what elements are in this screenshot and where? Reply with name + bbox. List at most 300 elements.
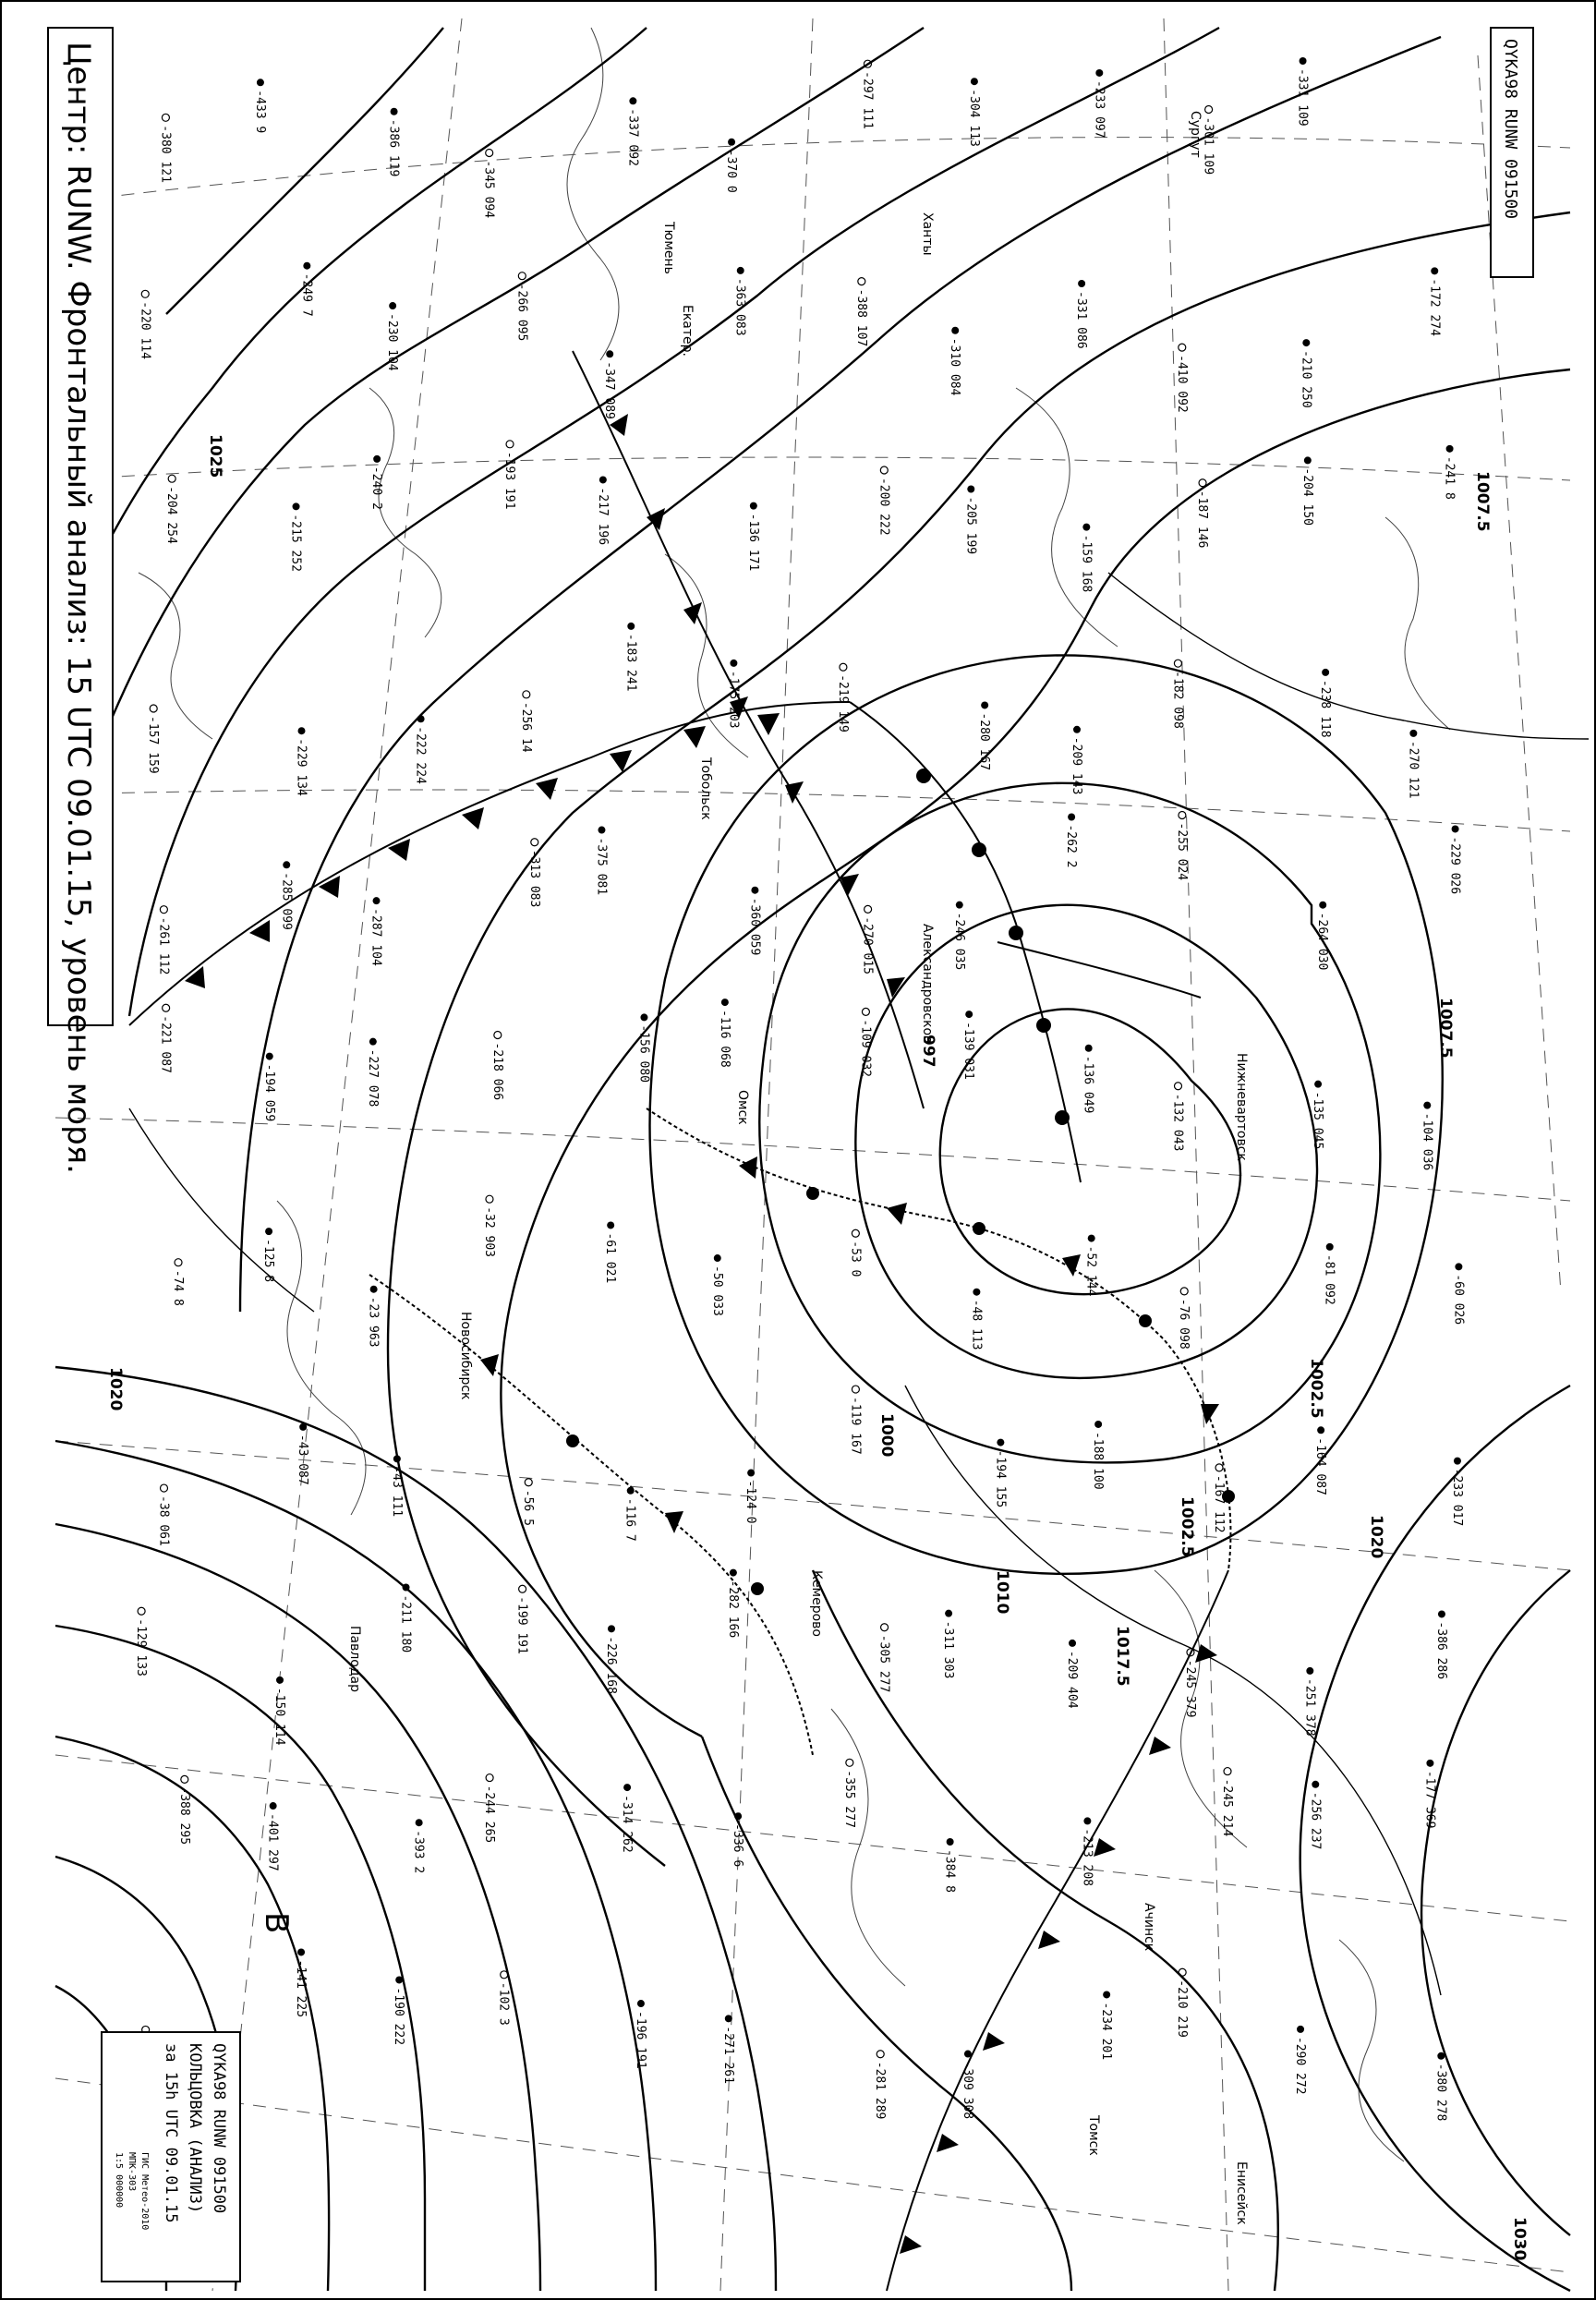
station-plot [634, 2000, 647, 2069]
station-plot [969, 1289, 983, 1350]
footer-meta3: 1:5 000000 [114, 2152, 124, 2209]
station-value: -219 149 [835, 674, 850, 732]
station-marker [714, 1254, 721, 1262]
station-value: -129 133 [134, 1618, 149, 1677]
station-plot [390, 1455, 404, 1517]
station-plot [519, 691, 533, 753]
station-marker [965, 1011, 973, 1018]
station-marker [751, 887, 758, 894]
station-marker [373, 897, 381, 904]
footer-line2: КОЛЬЦОВКА (АНАЛИЗ) [186, 2043, 204, 2214]
station-marker [1438, 1610, 1445, 1617]
station-value: -204 254 [164, 486, 179, 544]
station-plot [1427, 267, 1441, 336]
station-marker [501, 1971, 508, 1979]
station-value: -227 078 [365, 1048, 380, 1108]
station-plot [134, 1607, 148, 1677]
station-plot [721, 2015, 735, 2084]
station-plot [977, 701, 991, 770]
station-value: -116 068 [717, 1010, 732, 1068]
station-value: -256 14 [518, 701, 533, 753]
station-plot [369, 897, 383, 966]
station-marker [369, 1038, 377, 1046]
station-value: -48 113 [969, 1299, 984, 1350]
station-value: -124 0 [744, 1480, 758, 1524]
station-marker [862, 1008, 869, 1015]
city-label: Ханты [920, 212, 935, 256]
station-plot [1323, 1243, 1336, 1305]
station-marker [1319, 902, 1326, 909]
station-value: -43 111 [389, 1466, 404, 1518]
geography-lines [139, 28, 1450, 2161]
station-marker [964, 2051, 972, 2058]
station-value: -251 378 [1302, 1677, 1317, 1737]
station-marker [734, 1812, 742, 1820]
station-value: -297 111 [860, 71, 875, 129]
station-value: -309 308 [960, 2061, 974, 2120]
station-value: -205 199 [963, 496, 978, 555]
station-marker [971, 78, 978, 85]
station-marker [846, 1759, 853, 1766]
isobar-value-label: 1020 [1367, 1515, 1385, 1559]
station-plot [1296, 57, 1310, 127]
station-marker [1174, 660, 1181, 667]
station-plot [387, 108, 401, 177]
station-marker [598, 827, 605, 834]
station-plot [1065, 1640, 1079, 1709]
station-marker [606, 350, 613, 357]
station-plot [289, 502, 303, 572]
station-plot [253, 79, 267, 133]
isobar-value-label: 1025 [206, 434, 224, 478]
station-plot [1422, 1760, 1436, 1829]
station-value: -380 121 [158, 125, 173, 183]
station-value: -159 168 [1079, 534, 1094, 593]
front-west [573, 351, 924, 1108]
station-value: -310 084 [948, 337, 962, 396]
station-marker [1073, 726, 1081, 733]
station-marker [629, 97, 636, 104]
station-plot [603, 1221, 617, 1283]
footer-meta1: ГИС Метео-2010 [139, 2152, 150, 2231]
isobar-value-label: 1020 [106, 1367, 125, 1411]
station-plot [261, 1228, 275, 1282]
station-value: -209 143 [1070, 736, 1084, 795]
station-marker [1314, 1081, 1322, 1088]
station-plot [726, 1569, 740, 1639]
station-marker [997, 1439, 1004, 1447]
station-value: -246 035 [951, 912, 966, 971]
station-plot [527, 839, 541, 908]
station-plot [521, 1479, 535, 1526]
station-marker [1306, 1667, 1313, 1675]
station-marker [1095, 69, 1103, 77]
station-value: -401 297 [265, 1813, 280, 1871]
high-pressure-symbol: В [258, 1912, 295, 1934]
station-marker [299, 1423, 307, 1431]
station-plot [159, 1004, 173, 1073]
city-label: Нижневартовск [1234, 1053, 1249, 1161]
city-label: Омск [735, 1090, 750, 1125]
station-marker [518, 272, 526, 280]
station-value: -280 167 [977, 712, 992, 771]
station-value: -132 043 [1170, 1093, 1185, 1152]
station-value: -119 167 [848, 1397, 863, 1455]
station-plot [294, 1948, 308, 2017]
station-value: -245 214 [1220, 1778, 1235, 1837]
station-plot [1170, 660, 1184, 729]
station-marker [525, 1479, 532, 1486]
station-plot [941, 1610, 955, 1679]
station-marker [973, 1289, 980, 1296]
station-value: -125 8 [261, 1239, 276, 1283]
station-plot [636, 1013, 650, 1083]
cold-front [129, 702, 850, 1025]
station-value: -229 026 [1447, 836, 1462, 895]
city-label: Кемерово [809, 1570, 824, 1637]
station-marker [737, 267, 744, 274]
station-plot [744, 1470, 757, 1524]
station-plot [296, 1423, 309, 1485]
station-plot [1080, 1817, 1094, 1886]
station-plot [1443, 445, 1457, 500]
station-marker [951, 327, 959, 334]
station-marker [1179, 812, 1186, 819]
station-plot [1406, 730, 1420, 799]
station-value: -109 032 [858, 1019, 873, 1077]
station-value: -261 112 [156, 916, 171, 975]
station-value: -244 265 [482, 1785, 497, 1844]
station-plot [963, 485, 977, 554]
station-marker [1068, 813, 1075, 820]
station-value: -38 061 [156, 1495, 171, 1546]
station-value: -270 015 [860, 916, 875, 974]
station-plot [594, 827, 608, 896]
station-value: -230 104 [385, 313, 400, 371]
station-plot [1171, 1083, 1185, 1152]
footer-line1: QYKA98 RUNW 091500 [210, 2043, 228, 2214]
station-marker [880, 466, 888, 474]
station-plot [1084, 1235, 1098, 1297]
station-marker [395, 1976, 403, 1983]
station-plot [961, 2051, 974, 2120]
station-marker [162, 114, 169, 121]
station-plot [1308, 1781, 1322, 1850]
station-value: -233 017 [1449, 1468, 1464, 1527]
station-value: -331 109 [1295, 68, 1310, 127]
station-plot [1099, 1991, 1113, 2060]
station-value: -53 0 [848, 1241, 863, 1277]
station-plot [1433, 2052, 1447, 2122]
station-value: -355 277 [841, 1770, 856, 1828]
station-plot [1299, 339, 1312, 408]
station-marker [1175, 1083, 1182, 1090]
station-marker [1224, 1768, 1231, 1775]
station-value: -183 241 [623, 633, 638, 692]
cold-front-south [887, 1570, 1228, 2291]
station-value: -213 208 [1080, 1828, 1094, 1887]
station-plot [295, 727, 308, 796]
station-marker [531, 839, 538, 846]
station-plot [366, 1038, 380, 1108]
station-plot [1074, 280, 1088, 349]
station-marker [730, 1569, 737, 1577]
station-plot [1082, 1045, 1095, 1114]
station-value: -193 191 [502, 451, 517, 510]
station-plot [1177, 1288, 1191, 1350]
station-value: -135 045 [1311, 1091, 1325, 1150]
station-value: -384 8 [942, 1848, 957, 1893]
station-marker [947, 1838, 954, 1846]
station-plot [602, 350, 616, 419]
station-plot [1450, 1458, 1464, 1527]
station-plot [385, 302, 399, 371]
station-value: -433 9 [252, 90, 267, 134]
station-value: -363 083 [732, 277, 747, 336]
station-value: -410 092 [1174, 355, 1189, 413]
station-marker [1437, 2052, 1445, 2060]
station-value: -194 059 [261, 1063, 276, 1122]
station-marker [981, 701, 988, 708]
station-value: -102 3 [496, 1981, 511, 2026]
station-plot [877, 1624, 891, 1693]
station-value: -60 026 [1451, 1274, 1466, 1326]
station-value: -386 119 [386, 118, 401, 177]
station-value: -229 134 [294, 738, 308, 796]
station-marker [877, 2051, 884, 2058]
isobar-value-label: 1007.5 [1473, 471, 1492, 532]
station-value: -234 201 [1099, 2002, 1114, 2061]
station-plot [1420, 1102, 1433, 1171]
station-value: -215 252 [288, 514, 303, 572]
station-marker [1426, 1760, 1433, 1767]
station-marker [967, 485, 974, 492]
station-value: -157 159 [146, 715, 161, 774]
station-plot [1434, 1610, 1448, 1679]
station-plot [854, 278, 868, 347]
city-label: Ачинск [1142, 1903, 1156, 1952]
station-plot [718, 999, 732, 1068]
station-plot [952, 902, 966, 971]
station-marker [1078, 280, 1085, 287]
station-value: -187 146 [1195, 490, 1210, 549]
city-label: Новосибирск [458, 1312, 473, 1400]
station-marker [1088, 1235, 1095, 1242]
station-plot [1070, 726, 1083, 795]
station-plot [177, 1775, 191, 1845]
station-marker [1085, 1045, 1093, 1052]
header-code: QYKA98 RUNW 091500 [1501, 39, 1520, 220]
station-plot [623, 623, 637, 692]
station-value: -370 0 [724, 149, 739, 193]
station-value: -238 118 [1318, 679, 1333, 738]
station-value: -233 097 [1092, 79, 1106, 139]
station-plot [961, 1011, 975, 1080]
station-marker [730, 660, 737, 667]
station-value: -311 303 [941, 1620, 956, 1679]
station-value: -345 094 [481, 160, 496, 219]
station-marker [627, 623, 635, 630]
station-value: -172 274 [1427, 278, 1442, 336]
station-plot [482, 149, 496, 218]
footer-line3: за 15h UTC 09.01.15 [162, 2043, 180, 2223]
station-value: -331 086 [1074, 291, 1089, 349]
station-plot [146, 705, 160, 774]
station-marker [1446, 445, 1454, 453]
station-value: -386 286 [1433, 1621, 1448, 1680]
station-value: -287 104 [369, 908, 383, 966]
map-frame [1, 1, 1595, 2299]
station-value: -360 059 [747, 897, 762, 956]
station-plot [877, 466, 890, 536]
station-plot [1311, 1081, 1324, 1150]
station-plot [266, 1802, 280, 1871]
station-marker [1312, 1781, 1319, 1788]
station-marker [1317, 1426, 1324, 1434]
station-marker [728, 139, 735, 146]
station-plot [1451, 1263, 1465, 1325]
station-value: -167 112 [1212, 1474, 1227, 1533]
station-marker [1179, 1968, 1186, 1976]
station-marker [389, 302, 396, 309]
station-marker [1423, 1102, 1431, 1109]
station-marker [373, 455, 381, 463]
isobar-value-label: 1030 [1510, 2217, 1529, 2261]
station-marker [956, 902, 963, 909]
station-plot [164, 475, 178, 544]
station-plot [1064, 813, 1078, 867]
station-marker [1094, 1421, 1102, 1428]
station-plot [514, 272, 528, 342]
station-value: -104 036 [1420, 1112, 1434, 1171]
station-value: -210 219 [1175, 1979, 1190, 2038]
station-value: -141 225 [294, 1959, 308, 2018]
station-plot [726, 660, 740, 729]
station-value: -76 098 [1177, 1298, 1191, 1350]
station-value: -304 113 [966, 89, 981, 147]
city-labels [347, 111, 1249, 2225]
isobars [55, 28, 1589, 2291]
station-marker [607, 1221, 614, 1229]
station-marker [1069, 1640, 1076, 1647]
station-plot [1212, 1464, 1226, 1533]
station-marker [623, 1784, 631, 1791]
station-value: -150 114 [272, 1687, 287, 1746]
station-plot [482, 1774, 496, 1844]
station-marker [391, 108, 398, 115]
station-value: -52 144 [1083, 1245, 1098, 1297]
station-value: -220 114 [138, 301, 152, 359]
station-value: -375 081 [594, 837, 609, 896]
station-plot [1079, 524, 1093, 593]
station-marker [864, 905, 872, 913]
station-value: -190 222 [392, 1987, 406, 2046]
station-marker [486, 1774, 493, 1782]
station-marker [417, 715, 425, 722]
station-marker [1297, 2026, 1304, 2033]
station-marker [1082, 524, 1090, 531]
station-marker [416, 1819, 423, 1826]
station-marker [881, 1624, 889, 1631]
station-value: -210 250 [1299, 350, 1313, 408]
station-marker [721, 999, 729, 1006]
station-plot [262, 1053, 276, 1122]
station-marker [1326, 1243, 1334, 1251]
city-label: Енисейск [1234, 2161, 1249, 2225]
station-value: -226 168 [604, 1636, 619, 1694]
station-value: -81 092 [1322, 1253, 1336, 1305]
station-value: -337 092 [625, 108, 640, 166]
station-plot [414, 715, 428, 784]
station-value: -380 278 [1433, 2063, 1448, 2122]
station-marker [640, 1013, 647, 1021]
station-marker [265, 1228, 272, 1235]
station-plot [490, 1032, 504, 1101]
station-marker [181, 1775, 188, 1783]
station-value: -256 237 [1308, 1791, 1323, 1850]
station-value: -139 031 [961, 1022, 976, 1080]
station-plot [157, 1484, 171, 1546]
station-plot [604, 1625, 618, 1694]
city-label: Сургут [1188, 111, 1203, 158]
station-marker [1179, 344, 1186, 351]
station-value: -336 6 [731, 1823, 745, 1868]
station-plot [1293, 2026, 1307, 2095]
station-plot [873, 2051, 887, 2120]
station-plot [1175, 344, 1189, 413]
station-value: -156 080 [636, 1024, 651, 1083]
station-marker [1304, 456, 1312, 464]
station-value: -221 087 [158, 1015, 173, 1073]
station-value: -388 295 [176, 1786, 191, 1846]
isobar-value-label: 1007.5 [1436, 998, 1455, 1059]
station-marker [1103, 1991, 1110, 1998]
station-value: -32 903 [481, 1206, 496, 1258]
station-marker [747, 1470, 755, 1477]
isobar-value-label: 1002.5 [1307, 1358, 1325, 1419]
station-value: -255 024 [1174, 822, 1189, 881]
station-marker [175, 1259, 182, 1266]
station-marker [161, 1484, 168, 1492]
station-value: -217 196 [595, 487, 610, 546]
station-value: -211 180 [398, 1594, 413, 1653]
header-box [1491, 28, 1533, 277]
station-value: -218 066 [490, 1042, 504, 1101]
station-value: -264 030 [1315, 912, 1330, 971]
station-plot [1315, 902, 1329, 971]
station-plot [948, 327, 961, 396]
station-marker [840, 663, 847, 671]
station-value: -285 099 [279, 872, 294, 930]
station-value: -136 171 [745, 513, 760, 572]
city-label: Тобольск [698, 757, 713, 820]
station-marker [494, 1032, 502, 1039]
station-marker [858, 278, 865, 285]
station-value: -281 289 [873, 2061, 888, 2120]
station-plot [399, 1583, 413, 1652]
station-plot [733, 267, 747, 336]
station-value: -240 2 [369, 466, 384, 510]
isobar-value-label: 1000 [877, 1413, 896, 1458]
station-plot [412, 1819, 426, 1873]
station-value: -23 963 [366, 1296, 381, 1348]
occluded-front [647, 1108, 1230, 1570]
station-value: -199 191 [514, 1596, 529, 1654]
station-marker [370, 1286, 378, 1293]
station-marker [1302, 339, 1310, 346]
station-plot [515, 1585, 529, 1654]
station-value: -188 100 [1091, 1431, 1106, 1490]
